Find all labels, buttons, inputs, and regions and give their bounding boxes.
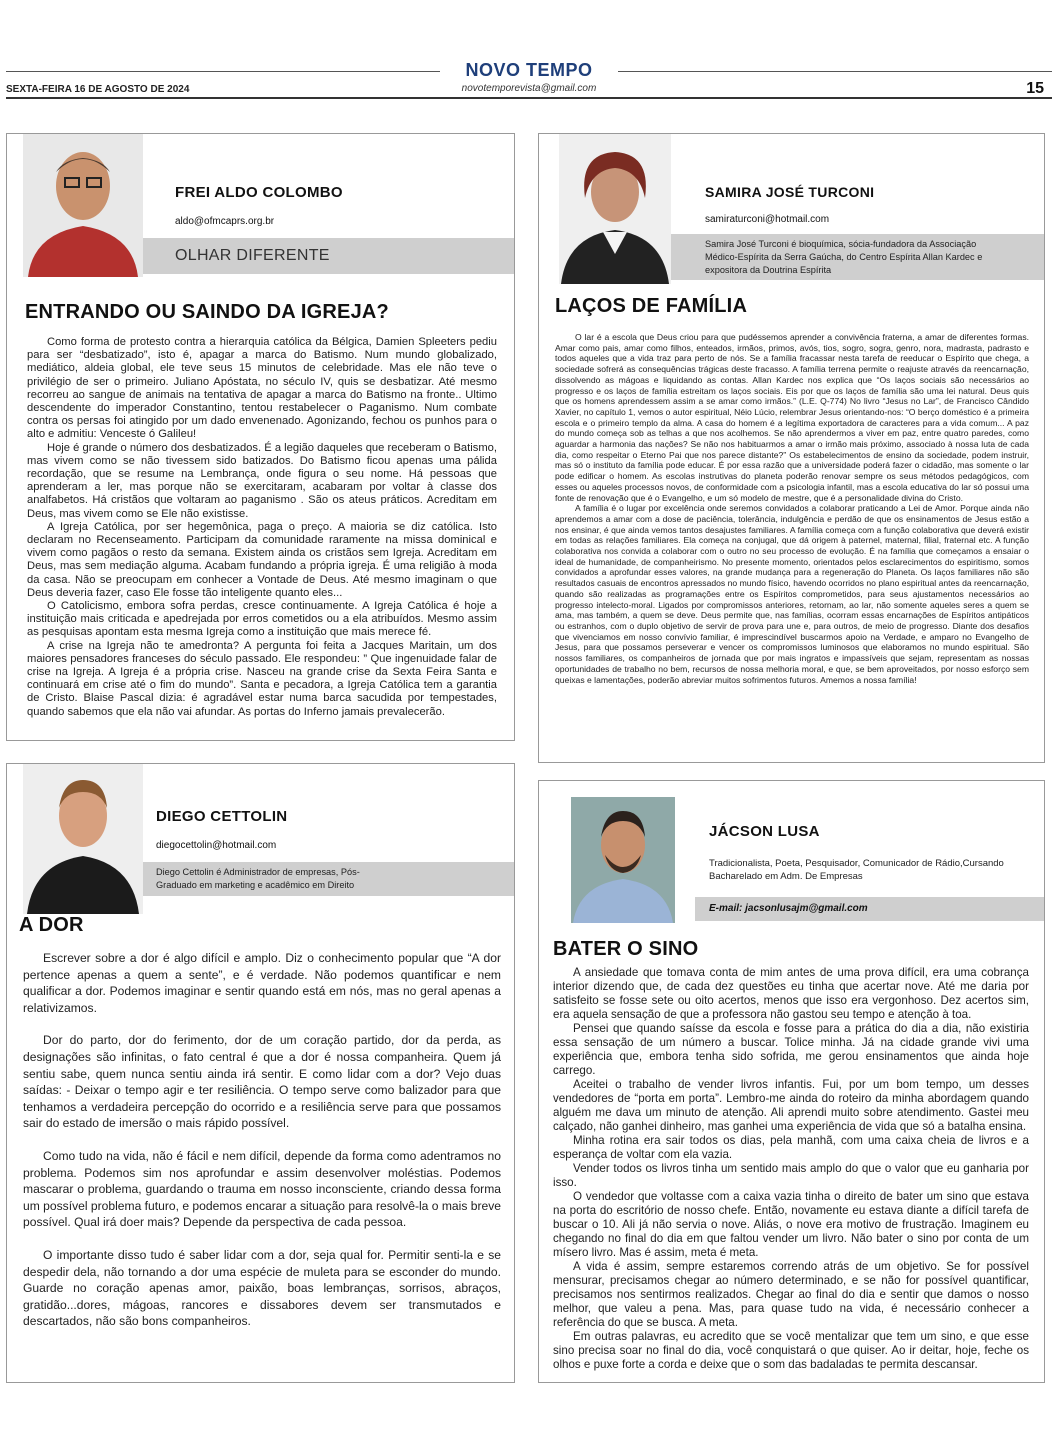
author-email: E-mail: jacsonlusajm@gmail.com <box>709 903 868 914</box>
paragraph: Vender todos os livros tinha um sentido mais amplo do que o valor que eu ganharia por isso. <box>553 1162 1029 1189</box>
author-bio: Tradicionalista, Poeta, Pesquisador, Comunicador de Rádio,Cursando Bacharelado em Adm. De Empresas <box>709 858 1004 882</box>
paragraph: Aceitei o trabalho de vender livros infantis. Fui, por um bom tempo, um desses vendedores de “porta em porta”. Lembro-me ainda do roteiro da minha abordagem quando alguém me dava um minuto de atenção. Ali aprendi muito sobre atendimento. Gastei meu calçado, não ganhei dinheiro, mas ganhei uma experiência de vida que só a batalha ensina. <box>553 1078 1029 1133</box>
author-photo-diego <box>23 764 143 914</box>
article-headline: LAÇOS DE FAMÍLIA <box>555 295 748 317</box>
paragraph: O vendedor que voltasse com a caixa vazia tinha o direito de bater um sino que estava na porta do escritório de nosso chefe. Então, novamente eu estava diante a difícil tarefa de buscar o 10. Ali já não servia o nove. Aliás, o nove era motivo de frustração. Imaginem eu chegando no final do dia em que faltou vender um livro. Não bater o sino por conta de um mísero livro. Mas é assim, meta é meta. <box>553 1190 1029 1259</box>
author-name: SAMIRA JOSÉ TURCONI <box>705 184 875 200</box>
page-number: 15 <box>1026 80 1044 97</box>
header-rule-bottom <box>6 97 1052 99</box>
paragraph: A vida é assim, sempre estaremos correndo atrás de um objetivo. Se for possível mensurar, precisamos chegar ao número determinado, e se não for possível quantificar, precisamos nos sentirmos realizados. Chegar ao final do dia e sentir que damos o nosso melhor, que valeu a pena. Mas, para quase tudo na vida, é necessário conhecer a referência do que se busca. A meta. <box>553 1260 1029 1329</box>
author-email: aldo@ofmcaprs.org.br <box>175 216 275 227</box>
author-name: DIEGO CETTOLIN <box>156 808 288 825</box>
article-headline: BATER O SINO <box>553 938 699 960</box>
paragraph: O Catolicismo, embora sofra perdas, cresce continuamente. A Igreja Católica é hoje a instituição mais criticada e apedrejada por erros cometidos ou a ela atribuídos. Mesmo assim as pesquisas apontam esta mesma Igreja como a instituição que mais merece fé. <box>27 600 497 639</box>
paragraph: Hoje é grande o número dos desbatizados. É a legião daqueles que receberam o Batismo, mas vivem como se não tivessem sido batizados. Do Batismo ficou apenas uma pálida recordação, que se resume na Lembrança, onde figura o seu nome. Há pessoas que aprenderam a ler, mas porque não se exercitaram, acabaram por voltar à classe dos analfabetos. Há cristãos que voltaram ao paganismo . São os ateus práticos. Acreditam em Deus, mas vivem como se Ele não existisse. <box>27 441 497 520</box>
paragraph: A crise na Igreja não te amedronta? A pergunta foi feita a Jacques Maritain, um dos maiores pensadores franceses do século passado. Ele respondeu: ” Que ingenuidade falar de crise na Igreja. A Igreja é a própria crise. Nasceu na grande crise da Sexta Feira Santa e continuará em crise até o fim do mundo”. Santa e pecadora, a Igreja Católica tem a garantia de Cristo. Blaise Pascal dizia: é agradável estar numa barca sacudida por tempestades, quando sabemos que ela não vai afundar. As portas do Inferno jamais prevalecerão. <box>27 639 497 718</box>
author-email: diegocettolin@hotmail.com <box>156 840 277 851</box>
issue-date: SEXTA-FEIRA 16 DE AGOSTO DE 2024 <box>6 84 190 95</box>
paragraph: O importante disso tudo é saber lidar com a dor, seja qual for. Permitir senti-la e se despedir dela, não tornando a dor uma espécie de muleta para se esconder do mundo. Guarde no coração apenas amor, paixão, boas lembranças, sorrisos, abraços, gratidão...dores, mágoas, rancores e dissabores devem ser transmutados e descartados, não são bons companheiros. <box>23 1247 501 1329</box>
author-email: samiraturconi@hotmail.com <box>705 214 830 225</box>
paragraph: Minha rotina era sair todos os dias, pela manhã, com uma caixa cheia de livros e a esperança de voltar com ela vazia. <box>553 1134 1029 1161</box>
paragraph: Como forma de protesto contra a hierarquia católica da Bélgica, Damien Spleeters pediu para ser “desbatizado”, isto é, apagar a marca do Batismo. Num mundo globalizado, mediático, aldeia global, ele teve seus 15 minutos de celebridade. Mas ele não teve o privilégio de ser o primeiro. Juliano Apóstata, no século IV, quis se desbatizar. Até mesmo recorreu ao sangue de animais na tentativa de apagar a marca do Batismo na fronte.. Ultimo descendente do imperador Constantino, tentou restabelecer o Paganismo. Num combate contra os persas foi atingido por um dado envenenado. Agonizando, fechou os punhos para o alto e admitiu: Venceste ó Galileu! <box>27 336 497 441</box>
column-title: OLHAR DIFERENTE <box>175 247 330 264</box>
author-photo-aldo <box>23 134 143 277</box>
article-headline: ENTRANDO OU SAINDO DA IGREJA? <box>25 301 389 323</box>
paragraph: Dor do parto, dor do ferimento, dor de um coração partido, dor da perda, as designações são infinitas, o fato central é que a dor é nossa companheira. Quem já sentiu sabe, quem nunca sentiu ainda irá sentir. E como lidar com a dor? Vejo duas saídas: - Deixar o tempo agir e ter resiliência. O tempo serve como balizador para que tenhamos a verdadeira percepção do ocorrido e a resiliência serve para que possamos sair do estado de imersão o mais rápido possível. <box>23 1033 501 1131</box>
paragraph: Como tudo na vida, não é fácil e nem difícil, depende da forma como adentramos no problema. Podemos sim nos aprofundar e assim desenvolver moléstias. Podemos mascarar o problema, guardando o trauma em nosso inconsciente, criando dessa forma um possível problema futuro, e podemos encarar a situação para resolvê-la o mais breve possível. Qual irá doer mais? Depende da perspectiva de cada pessoa. <box>23 1148 501 1230</box>
article-body <box>23 950 501 1346</box>
paragraph: O lar é a escola que Deus criou para que pudéssemos aprender a convivência fraterna, a amar de diferentes formas. Amar como pais, amar como filhos, enteados, irmãos, primos, avós, tios, sogro, sogra, genro, nora, madrasta, padrasto e todos aqueles que a vida traz para perto de nós. Se a família fracassar nesta tarefa de reeducar o Espírito que chega, a sociedade sofrerá as consequências trágicas deste fracasso. A família terrena permite o reajuste através da reencarnação, dissolvendo as mágoas e liquidando as contas. Allan Kardec nos explica que “Os laços sociais são necessários ao progresso e os laços de família estreitam os laços sociais. Eis por que os laços de família são uma lei natural. Deus quis que os homens aprendessem assim a se amar como irmãos.” (L.E. Q-774) No livro “Jesus no Lar”, de Francisco Cândido Xavier, no capítulo 1, vemos o autor espiritual, Néio Lúcio, relembrar Jesus orientando-nos: “O berço doméstico é a primeira escola e o primeiro templo da alma. A casa do homem é a legítima exportadora de caracteres para a vida comum... A paz do mundo começa sob as telhas a que nos acolhemos. Se não aprendermos a viver em paz, entre quatro paredes, como aguardar a harmonia das nações? Se não nos habituarmos a amar o irmão mais próximo, associado à nossa luta de cada dia, como respeitar o Eterno Pai que nos parece distante?” Os estabelecimentos de ensino da sociedade, podem instruir, mas só o instituto da família pode educar. É por essa razão que a universidade poderá fazer o cidadão, mas somente o lar pode edificar o homem. As escolas instrutivas do planeta poderão renovar sempre os seus métodos pedagógicos, com esses ou aqueles processos novos, de conformidade com a psicologia infantil, mas a escola educativa do lar só possui uma fonte de renovação que é o Evangelho, e um só modelo de mestre, que é a personalidade divina do Cristo. <box>555 332 1029 503</box>
publication-email: novotemporevista@gmail.com <box>461 83 597 94</box>
author-name: JÁCSON LUSA <box>709 823 820 840</box>
article-lacos-de-familia <box>538 133 1045 763</box>
article-body <box>27 336 497 719</box>
paragraph: Em outras palavras, eu acredito que se você mentalizar que tem um sino, e que esse sino precisa soar no final do dia, você conquistará o que quiser. Ao ir deitar, hoje, feche os olhos e puxe forte a corda e deixe que o som das badaladas te permita descansar. <box>553 1330 1029 1371</box>
author-bio: Diego Cettolin é Administrador de empresas, Pós-Graduado em marketing e acadêmico em Direito <box>156 867 360 890</box>
author-photo-jacson <box>571 797 675 923</box>
article-body <box>553 966 1029 1372</box>
paragraph: Pensei que quando saísse da escola e fosse para a prática do dia a dia, não existiria essa sensação de um número a buscar. Tolice minha. Já na cidade grande vivi uma experiência que, embora tenha sido sofrida, me gerou ensinamentos que ainda hoje carrego. <box>553 1022 1029 1077</box>
paragraph: A família é o lugar por excelência onde seremos convidados a colaborar praticando a Lei de Amor. Porque ainda não aprendemos a amar com a dose de paciência, tolerância, indulgência e perdão de que os ensinamentos de Jesus estão a nos ensinar, é que ainda vemos tantos desajustes familiares. A família começa com a função colaborativa que deverá existir em todas as relações familiares. Ela começa na conjugal, que dá origem à paternel, maternal, filial, fraternal etc. A função colaborativa nos convida a colaborar com o outro no seu processo de evolução. É na família que começamos a ensaiar o ideal de humanidade, de companheirismo. No presente momento, orientados pelos esclarecimentos do espiritismo, somos convidados a aprofundar esses valores, na grande mudança para a regeneração do Planeta. Os laços familiares não são resultados casuais de encontros apressados no mundo físico, havendo ocorridos no plano espiritual antes da reencarnação, quando são realizadas as programações entre os Espíritos comprometidos, para seus ajustamentos necessários ao progresso intelecto-moral. Ligados por compromissos anteriores, retornam, ao lar, não somente aqueles seres a quem se ama, mas também, a quem se deve. Deus permite que, nas famílias, ocorram essas encarnações de Espíritos antipáticos ou estranhos, com o duplo objetivo de servir de prova para une e, para outros, de meio de progresso. Diante dos desafios que vivenciamos em nosso convívio familiar, é imprescindível buscarmos apoio na Verdade, e amparo no Evangelho de Jesus, para que possamos perseverar e vencer os compromissos luminosos que elaboramos no mundo espiritual. São nossos familiares, os companheiros de jornada que por mais ingratos e impassíveis que sejam, representam as nossas oportunidades de trabalho no bem, recursos de nossa melhoria moral, e que, se bem aproveitados, por nosso esforço sem queixas e lamentações, poderão abreviar muitos sofrimentos futuros. Amemos a nossa família! <box>555 503 1029 685</box>
paragraph: A Igreja Católica, por ser hegemônica, paga o preço. A maioria se diz católica. Isto declaram no Recenseamento. Participam da comunidade raramente na missa dominical e vivem como pagãos o resto da semana. Existem ainda os cristãos sem Igreja. Acreditam em Deus, mas sem mediação alguma. Acabam fundando a própria igreja. É uma religião à moda da casa. Não se preocupam em conhecer a Vontade de Deus. Até mesmo imaginam o que Deus deveria fazer, caso Ele fosse tão inteligente quanto eles... <box>27 520 497 599</box>
article-bater-o-sino <box>538 780 1045 1383</box>
paragraph: Escrever sobre a dor é algo difícil e amplo. Diz o conhecimento popular que “A dor pertence apenas a quem a sente”, e é verdade. Não podemos quantificar e nem qualificar a dor. Podemos imaginar e sentir quando está em nós, mas no geral apenas a relativizamos. <box>23 951 501 1015</box>
author-bio: Samira José Turconi é bioquímica, sócia-fundadora da Associação Médico-Espírita da Serra Gaúcha, do Centro Espírita Allan Kardec e expositora da Doutrina Espírita <box>705 239 983 275</box>
author-name: FREI ALDO COLOMBO <box>175 184 343 201</box>
article-olhar-diferente <box>6 133 515 741</box>
author-photo-samira <box>559 134 671 284</box>
masthead: NOVO TEMPO <box>465 60 593 80</box>
article-headline: A DOR <box>19 914 84 936</box>
paragraph: A ansiedade que tomava conta de mim antes de uma prova difícil, era uma cobrança interior dizendo que, de cada dez questões eu tinha que acertar nove. Até me daria por satisfeito se fosse sete ou oito acertos, menos que isso era vergonhoso. Dez acertos sim, era aquela sensação de que a professora não gastou seu tempo e atenção à toa. <box>553 966 1029 1021</box>
article-body <box>555 332 1029 685</box>
article-a-dor <box>6 763 515 1383</box>
